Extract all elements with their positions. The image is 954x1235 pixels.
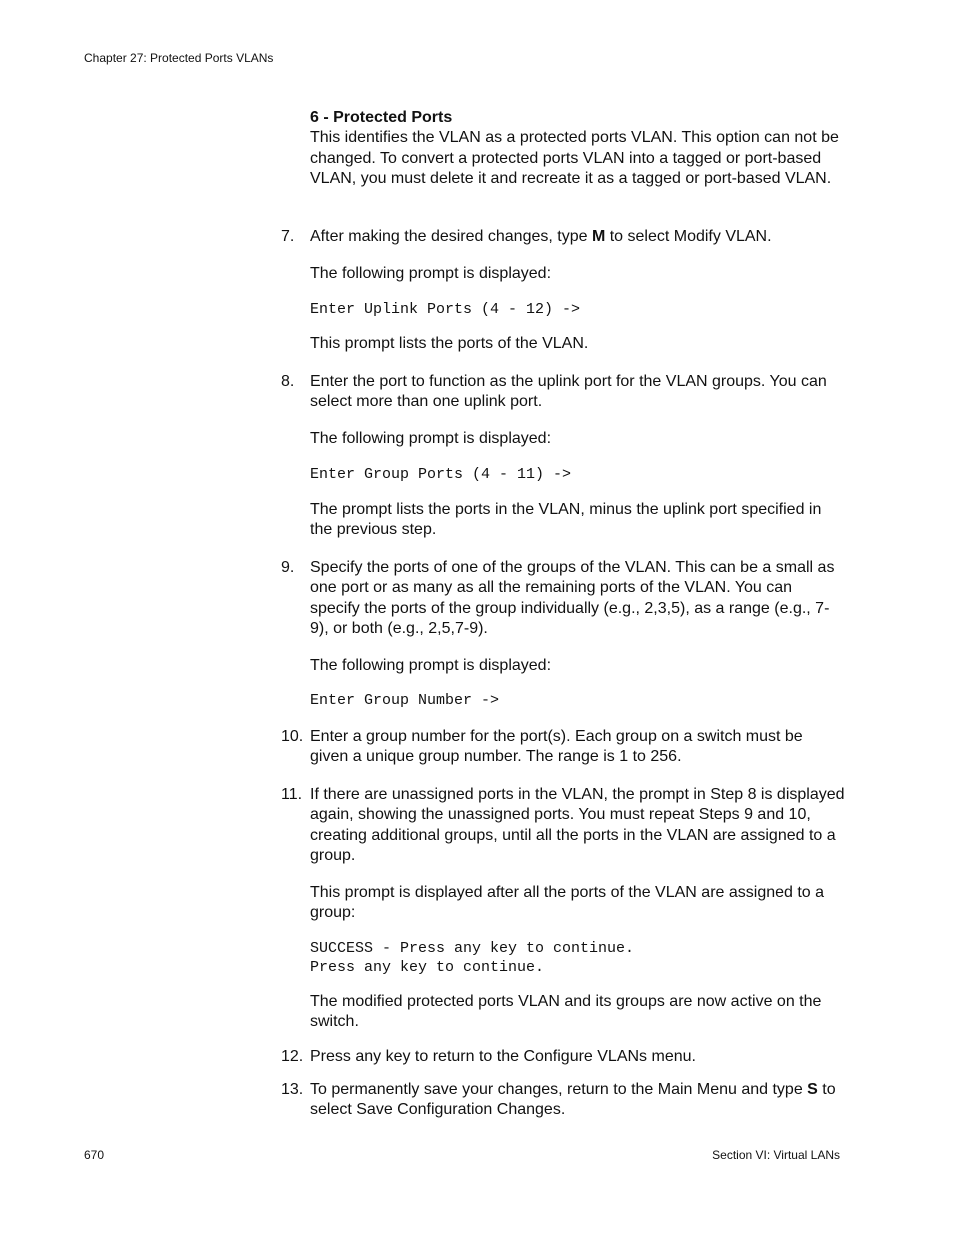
step-9-code: Enter Group Number -> — [310, 692, 500, 709]
step-9-number: 9. — [281, 559, 295, 576]
step-7-text-pre: After making the desired changes, type — [310, 228, 592, 245]
step-7-key: M — [591, 228, 606, 245]
step-11-after: The modified protected ports VLAN and its groups are now active on the switch. — [310, 993, 822, 1031]
step-8-code: Enter Group Ports (4 - 11) -> — [310, 466, 572, 483]
step-8-prompt-intro: The following prompt is displayed: — [310, 430, 552, 447]
option-6-block — [310, 108, 845, 189]
running-header: Chapter 27: Protected Ports VLANs — [84, 51, 274, 65]
step-11-number: 11. — [281, 786, 303, 803]
step-11-code-line-2: Press any key to continue. — [310, 959, 545, 976]
page-number: 670 — [84, 1148, 105, 1162]
step-13-text — [310, 1080, 845, 1121]
step-10-text: Enter a group number for the port(s). Each group on a switch must be given a unique group number. The range is 1 to 256. — [310, 728, 803, 766]
step-7-after: This prompt lists the ports of the VLAN. — [310, 335, 589, 352]
option-6-text: This identifies the VLAN as a protected ports VLAN. This option can not be changed. To convert a protected ports VLAN into a tagged or port-based VLAN, you must delete it and recreate it as a tagged or port-based VLAN. — [310, 129, 839, 187]
step-8-after: The prompt lists the ports in the VLAN, minus the uplink port specified in the previous step. — [310, 501, 822, 539]
option-6-heading: 6 - Protected Ports — [310, 109, 453, 126]
step-11-text: If there are unassigned ports in the VLAN, the prompt in Step 8 is displayed again, showing the unassigned ports. You must repeat Steps 9 and 10, creating additional groups, until all the ports in the VLAN are assigned to a group. — [310, 786, 845, 864]
step-9-text: Specify the ports of one of the groups of the VLAN. This can be a small as one port or as many as all the remaining ports of the VLAN. You can specify the ports of the group individually (e.g., 2,3,5), as a range (e.g., 7-9), or both (e.g., 2,5,7-9). — [310, 559, 835, 637]
step-11-code-line-1: SUCCESS - Press any key to continue. — [310, 940, 635, 957]
step-12-text: Press any key to return to the Configure VLANs menu. — [310, 1048, 696, 1065]
running-footer-section: Section VI: Virtual LANs — [712, 1148, 840, 1162]
step-7-code: Enter Uplink Ports (4 - 12) -> — [310, 301, 581, 318]
step-13-text-pre: To permanently save your changes, return to the Main Menu and type — [310, 1081, 808, 1098]
step-7-number: 7. — [281, 228, 295, 245]
step-7-text-post: to select Modify VLAN. — [605, 228, 772, 245]
step-12-number: 12. — [281, 1048, 304, 1065]
step-8-text: Enter the port to function as the uplink port for the VLAN groups. You can select more than one uplink port. — [310, 373, 827, 411]
step-8-number: 8. — [281, 373, 295, 390]
step-10-number: 10. — [281, 728, 304, 745]
step-11-prompt-intro: This prompt is displayed after all the ports of the VLAN are assigned to a group: — [310, 884, 825, 922]
step-13-number: 13. — [281, 1081, 304, 1098]
step-9-prompt-intro: The following prompt is displayed: — [310, 657, 552, 674]
step-7-prompt-intro: The following prompt is displayed: — [310, 265, 552, 282]
step-13-text-post: to select Save Configuration Changes. — [310, 1081, 836, 1119]
step-7-text — [310, 227, 845, 247]
step-13-key: S — [807, 1081, 818, 1098]
